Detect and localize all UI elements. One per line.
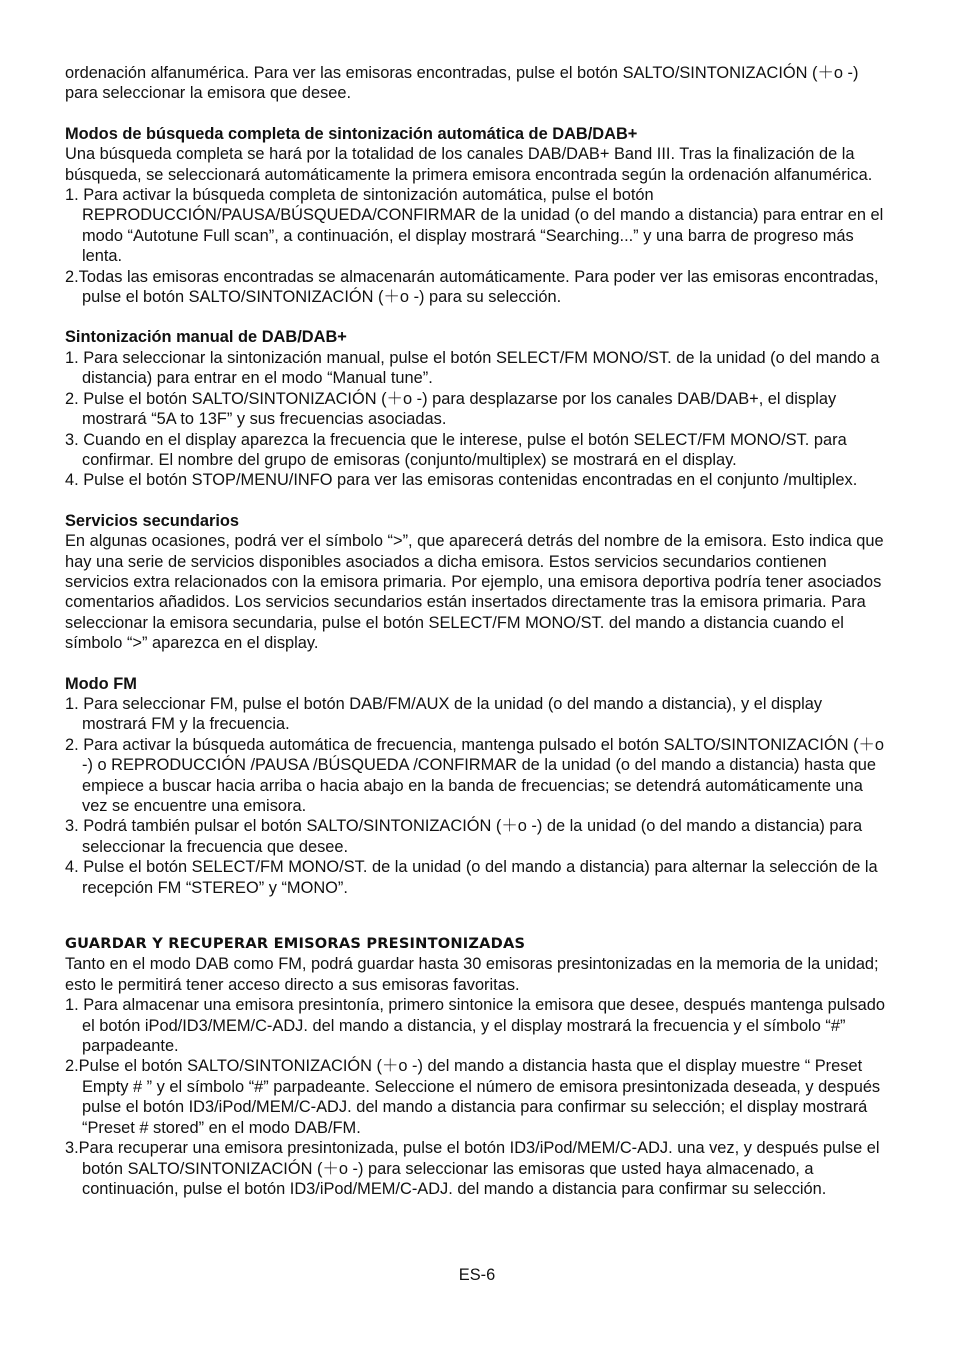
list-item: 1. Para almacenar una emisora presintonía, primero sintonice la emisora que desee, después mantenga pulsado el botón iPod/ID3/MEM/C-ADJ. del mando a distancia, y el display mostrará la frecuencia y el símbolo “#” parpadeante. — [65, 996, 886, 1056]
section-heading: Modos de búsqueda completa de sintonización automática de DAB/DAB+ — [65, 124, 638, 143]
list-item: 4. Pulse el botón SELECT/FM MONO/ST. de la unidad (o del mando a distancia) para alternar la selección de la recepción FM “STEREO” y “MONO”. — [65, 858, 878, 897]
list-item: 2. Para activar la búsqueda automática de frecuencia, mantenga pulsado el botón SALTO/SINTONIZACIÓN (＋o -) o REPRODUCCIÓN /PAUSA /BÚSQUEDA /CONFIRMAR de la unidad (o del mando a distancia) hasta que empiece a buscar hacia arriba o hacia abajo en la banda de frecuencias; se detendrá automáticamente una vez se encuentre una emisora. — [65, 735, 885, 815]
list-item: 1. Para seleccionar FM, pulse el botón DAB/FM/AUX de la unidad (o del mando a distancia), y el display mostrará FM y la frecuencia. — [65, 694, 823, 734]
presets-paragraph: Tanto en el modo DAB como FM, podrá guardar hasta 30 emisoras presintonizadas en la memoria de la unidad; esto le permitirá tener acceso directo a sus emisoras favoritas. — [65, 955, 879, 994]
list-item: 1. Para seleccionar la sintonización manual, pulse el botón SELECT/FM MONO/ST. de la unidad (o del mando a distancia) para entrar en el modo “Manual tune”. — [65, 348, 880, 388]
step-list — [65, 995, 891, 1199]
list-item: 3. Podrá también pulsar el botón SALTO/SINTONIZACIÓN (＋o -) de la unidad (o del mando a distancia) para seleccionar la frecuencia que desee. — [65, 817, 863, 856]
section-dab-manual-tune — [65, 327, 891, 490]
list-item: 3. Cuando en el display aparezca la frecuencia que le interese, pulse el botón SELECT/FM MONO/ST. para confirmar. El nombre del grupo de emisoras (conjunto/multiplex) se mostrará en el display. — [65, 430, 847, 469]
intro-paragraph: ordenación alfanumérica. Para ver las emisoras encontradas, pulse el botón SALTO/SINTONIZACIÓN (＋o -) para seleccionar la emisora que desee. — [65, 64, 859, 103]
page-content — [65, 63, 891, 1199]
step-list — [65, 694, 891, 898]
list-item: 2.Todas las emisoras encontradas se almacenarán automáticamente. Para poder ver las emisoras encontradas, pulse el botón SALTO/SINTONIZACIÓN (＋o -) para su selección. — [65, 267, 879, 307]
section-secondary-services — [65, 511, 891, 654]
list-item: 4. Pulse el botón STOP/MENU/INFO para ver las emisoras contenidas encontradas en el conjunto /multiplex. — [65, 471, 858, 490]
section-heading: Sintonización manual de DAB/DAB+ — [65, 328, 347, 347]
list-item: 1. Para activar la búsqueda completa de sintonización automática, pulse el botón REPRODUCCIÓN/PAUSA/BÚSQUEDA/CONFIRMAR de la unidad (o del mando a distancia) para entrar en el modo “Autotune Full scan”, a continuación, el display mostrará “Searching...” y una barra de progreso más lenta. — [65, 186, 884, 266]
presets-heading: GUARDAR Y RECUPERAR EMISORAS PRESINTONIZADAS — [65, 935, 526, 953]
section-heading: Modo FM — [65, 674, 137, 693]
list-item: 2. Pulse el botón SALTO/SINTONIZACIÓN (＋o -) para desplazarse por los canales DAB/DAB+, el display mostrará “5A to 13F” y sus frecuencias asociadas. — [65, 389, 837, 429]
section-fm-mode — [65, 674, 891, 898]
step-list — [65, 348, 891, 491]
section-dab-full-scan — [65, 124, 891, 308]
page-number: ES-6 — [458, 1266, 496, 1284]
section-paragraph: En algunas ocasiones, podrá ver el símbolo “>”, que aparecerá detrás del nombre de la emisora. Esto indica que hay una serie de servicios disponibles asociados a dicha emisora. Estos servicios secundarios contienen servicios extra relacionados con la emisora primaria. Por ejemplo, una emisora deportiva podría tener asociados comentarios añadidos. Los servicios secundarios están insertados directamente tras la emisora primaria. Para seleccionar la emisora secundaria, pulse el botón SELECT/FM MONO/ST. del mando a distancia cuando el símbolo “>” aparezca en el display. — [65, 532, 884, 653]
list-item: 3.Para recuperar una emisora presintonizada, pulse el botón ID3/iPod/MEM/C-ADJ. una vez, y después pulse el botón SALTO/SINTONIZACIÓN (＋o -) para seleccionar las emisoras que usted haya almacenado, a continuación, pulse el botón ID3/iPod/MEM/C-ADJ. del mando a distancia para confirmar su selección. — [65, 1139, 880, 1198]
step-list — [65, 185, 891, 307]
section-presets — [65, 934, 891, 1199]
list-item: 2.Pulse el botón SALTO/SINTONIZACIÓN (＋o -) del mando a distancia hasta que el display muestre “ Preset Empty # ” y el símbolo “#” parpadeante. Seleccione el número de emisora presintonizada deseada, y después pulse el botón ID3/iPod/MEM/C-ADJ. del mando a distancia para confirmar su selección; el display mostrará “Preset # stored” en el modo DAB/FM. — [65, 1057, 881, 1137]
section-heading: Servicios secundarios — [65, 511, 240, 530]
section-paragraph: Una búsqueda completa se hará por la totalidad de los canales DAB/DAB+ Band III. Tras la finalización de la búsqueda, se seleccionará automáticamente la primera emisora encontrada según la ordenación alfanumérica. — [65, 145, 873, 184]
